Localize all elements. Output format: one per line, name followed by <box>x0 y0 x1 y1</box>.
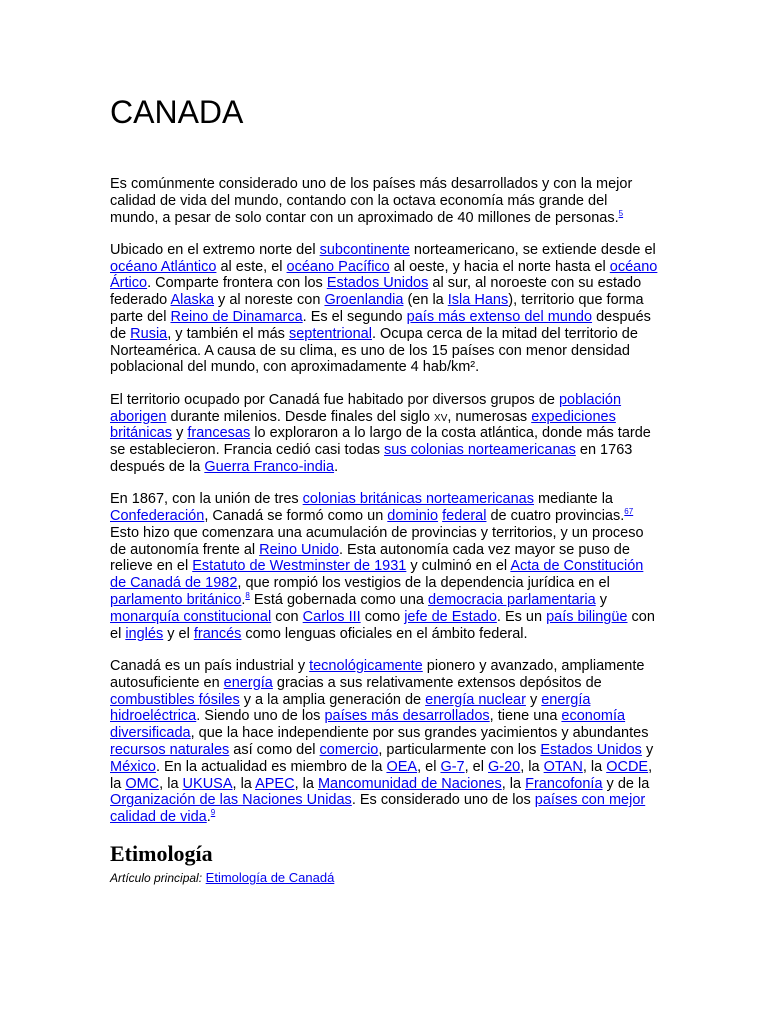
link-oceano-pacifico[interactable]: océano Pacífico <box>286 258 390 275</box>
link-estatuto-westminster[interactable]: Estatuto de Westminster de 1931 <box>192 558 407 575</box>
link-rusia[interactable]: Rusia <box>130 325 168 342</box>
link-reino-unido[interactable]: Reino Unido <box>259 541 339 558</box>
link-omc[interactable]: OMC <box>125 775 160 792</box>
link-sus-colonias[interactable]: sus colonias norteamericanas <box>384 442 576 459</box>
link-estados-unidos-2[interactable]: Estados Unidos <box>540 741 642 758</box>
link-recursos-naturales[interactable]: recursos naturales <box>110 741 230 758</box>
link-groenlandia[interactable]: Groenlandia <box>324 292 404 309</box>
link-reino-de-dinamarca[interactable]: Reino de Dinamarca <box>170 309 303 326</box>
link-economia-diversificada[interactable]: economía diversificada <box>110 708 626 742</box>
link-apec[interactable]: APEC <box>255 775 295 792</box>
link-ukusa[interactable]: UKUSA <box>182 775 233 792</box>
link-paises-desarrollados[interactable]: países más desarrollados <box>324 708 490 725</box>
link-dominio[interactable]: dominio <box>387 508 439 525</box>
paragraph-geography: Ubicado en el extremo norte del subcontinente norteamericano, se extiende desde el océano Atlántico al este, el océano Pacífico al oeste, y hacia el norte hasta el océano Ártico. Comparte frontera con los Estados Unidos al sur, al noroeste con su estado federado Alaska y al noreste con Groenlandia (en la Isla Hans), territorio que forma parte del Reino de Dinamarca. Es el segundo país más extenso del mundo después de Rusia, y también el más septentrional. Ocupa cerca de la mitad del territorio de Norteamérica. A causa de su clima, es uno de los 15 países con menor densidad poblacional del mundo, con aproximadamente 4 hab/km². <box>110 241 658 376</box>
paragraph-confederation: En 1867, con la unión de tres colonias británicas norteamericanas mediante la Confederación, Canadá se formó como un dominio federal de cuatro provincias.$^{67}$ Esto hizo que comenzara una acumulación de provincias y territorios, y un proceso de autonomía frente al Reino Unido. Esta autonomía cada vez mayor se puso de relieve en el Estatuto de Westminster de 1931 y culminó en el Acta de Constitución de Canadá de 1982, que rompió los vestigios de la dependencia jurídica en el parlamento británico.$^8$ Está gobernada como una democracia parlamentaria y monarquía constitucional con Carlos III como jefe de Estado. Es un país bilingüe con el inglés y el francés como lenguas oficiales en el ámbito federal. <box>110 491 655 642</box>
link-subcontinente[interactable]: subcontinente <box>319 241 410 258</box>
link-estados-unidos[interactable]: Estados Unidos <box>326 275 429 292</box>
link-energia[interactable]: energía <box>223 674 273 691</box>
link-alaska[interactable]: Alaska <box>170 292 215 309</box>
century-numeral: xv <box>434 408 448 425</box>
link-onu[interactable]: Organización de las Naciones Unidas <box>110 792 352 809</box>
paragraph-economy: Canadá es un país industrial y tecnológicamente pionero y avanzado, ampliamente autosuficiente en energía gracias a sus relativamente extensos depósitos de combustibles fósiles y a la amplia generación de energía nuclear y energía hidroeléctrica. Siendo uno de los países más desarrollados, tiene una economía diversificada, que la hace independiente por sus grandes yacimientos y abundantes recursos naturales así como del comercio, particularmente con los Estados Unidos y México. En la actualidad es miembro de la OEA, el G-7, el G-20, la OTAN, la OCDE, la OMC, la UKUSA, la APEC, la Mancomunidad de Naciones, la Francofonía y de la Organización de las Naciones Unidas. Es considerado uno de los países con mejor calidad de vida.$^9$ <box>110 657 654 826</box>
link-ingles[interactable]: inglés <box>125 625 164 642</box>
link-calidad-de-vida[interactable]: países con mejor calidad de vida <box>110 792 646 826</box>
link-democracia-parlamentaria[interactable]: democracia parlamentaria <box>428 592 596 609</box>
reference-5[interactable]: 5 <box>618 208 624 218</box>
link-septentrional[interactable]: septentrional <box>288 325 372 342</box>
page-title: CANADA <box>110 94 244 130</box>
link-g7[interactable]: G-7 <box>440 758 465 775</box>
link-jefe-de-estado[interactable]: jefe de Estado <box>404 608 497 625</box>
link-isla-hans[interactable]: Isla Hans <box>447 292 509 309</box>
reference-67[interactable]: 67 <box>624 507 634 517</box>
link-francofonia[interactable]: Francofonía <box>525 775 603 792</box>
hatnote-lead: Artículo principal: <box>110 871 203 886</box>
link-pais-bilingue[interactable]: país bilingüe <box>546 608 628 625</box>
link-mexico[interactable]: México <box>110 758 156 775</box>
link-tecnologicamente[interactable]: tecnológicamente <box>309 657 423 674</box>
link-francesas[interactable]: francesas <box>187 425 251 442</box>
link-federal[interactable]: federal <box>442 508 487 525</box>
main-article-hatnote <box>110 869 658 887</box>
link-etimologia-de-canada[interactable]: Etimología de Canadá <box>205 870 335 886</box>
link-parlamento-britanico[interactable]: parlamento británico <box>110 592 242 609</box>
link-carlos-iii[interactable]: Carlos III <box>302 608 361 625</box>
link-combustibles-fosiles[interactable]: combustibles fósiles <box>110 691 240 708</box>
link-energia-nuclear[interactable]: energía nuclear <box>425 691 526 708</box>
link-colonias-britanicas[interactable]: colonias británicas norteamericanas <box>302 491 534 508</box>
link-comercio[interactable]: comercio <box>319 741 379 758</box>
link-oceano-atlantico[interactable]: océano Atlántico <box>110 258 217 275</box>
link-confederacion[interactable]: Confederación <box>110 508 205 525</box>
paragraph-history: El territorio ocupado por Canadá fue habitado por diversos grupos de población aborigen durante milenios. Desde finales del siglo xv, numerosas expediciones británicas y francesas lo exploraron a lo largo de la costa atlántica, donde más tarde se establecieron. Francia cedió casi todas sus colonias norteamericanas en 1763 después de la Guerra Franco-india. <box>110 391 651 475</box>
link-guerra-franco-india[interactable]: Guerra Franco-india <box>204 458 335 475</box>
reference-8[interactable]: 8 <box>245 591 250 601</box>
paragraph-intro: Es comúnmente considerado uno de los países más desarrollados y con la mejor calidad de vida del mundo, contando con la octava economía más grande del mundo, a pesar de solo contar con un aproximado de 40 millones de personas.$^5$ <box>110 176 633 226</box>
link-energia-hidroelectrica[interactable]: energía hidroeléctrica <box>110 691 591 725</box>
link-g20[interactable]: G-20 <box>488 758 521 775</box>
reference-9[interactable]: 9 <box>210 808 216 818</box>
link-oceano-artico[interactable]: océano Ártico <box>110 258 658 292</box>
link-oea[interactable]: OEA <box>386 758 418 775</box>
link-poblacion-aborigen[interactable]: población aborigen <box>110 391 622 425</box>
link-pais-mas-extenso[interactable]: país más extenso del mundo <box>406 309 593 326</box>
section-heading-etimologia: Etimología <box>110 841 213 867</box>
link-expediciones-britanicas[interactable]: expediciones británicas <box>110 408 616 442</box>
link-ocde[interactable]: OCDE <box>606 758 649 775</box>
link-mancomunidad[interactable]: Mancomunidad de Naciones <box>317 775 502 792</box>
link-frances[interactable]: francés <box>193 625 242 642</box>
link-acta-constitucion[interactable]: Acta de Constitución de Canadá de 1982 <box>110 558 644 592</box>
link-monarquia-constitucional[interactable]: monarquía constitucional <box>110 608 272 625</box>
link-otan[interactable]: OTAN <box>543 758 583 775</box>
